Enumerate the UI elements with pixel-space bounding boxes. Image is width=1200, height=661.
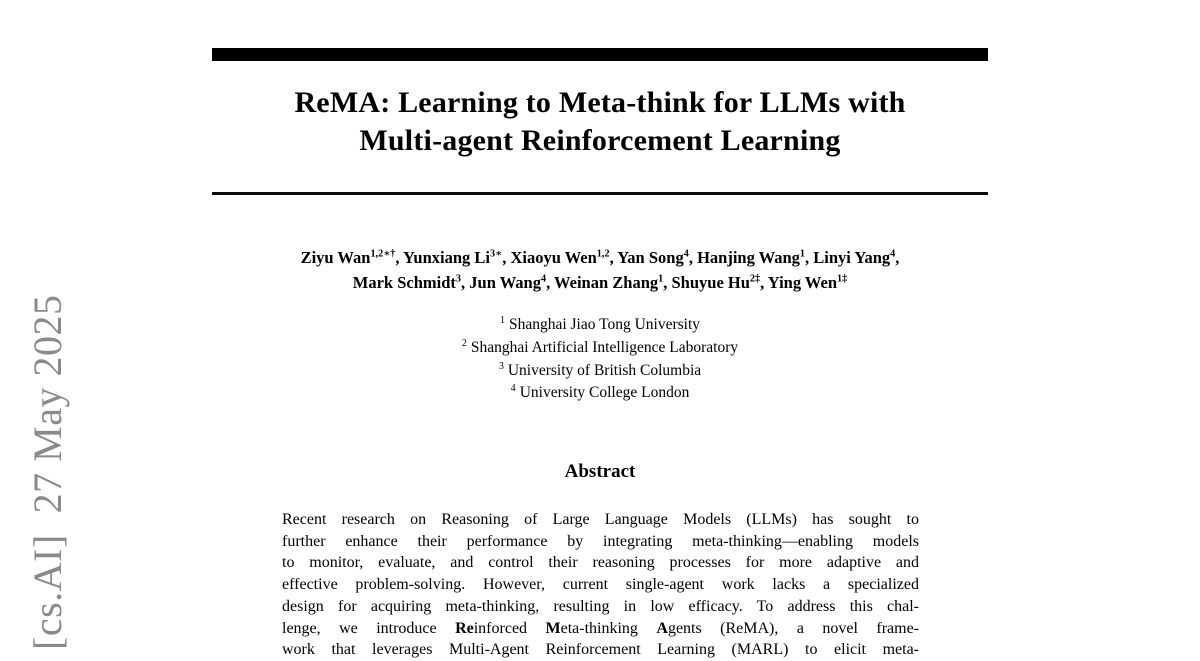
- title-rule-bottom: [212, 192, 988, 195]
- abstract-text: further enhance their performance by integrating meta-thinking—enabling models: [282, 532, 919, 550]
- author-separator: ,: [760, 273, 768, 292]
- author-affil-marks: 2‡: [749, 273, 761, 285]
- author-affil-marks: 4: [890, 248, 896, 260]
- abstract-text-bold: Re: [455, 619, 474, 637]
- affiliation-number: 3: [498, 360, 504, 372]
- author-separator: ,: [461, 273, 470, 292]
- abstract-line: [282, 531, 919, 553]
- author-separator: ,: [609, 248, 618, 267]
- abstract-line: [282, 509, 919, 531]
- affiliation-list: [200, 314, 1000, 405]
- author-affil-marks: 1‡: [837, 273, 848, 285]
- abstract-line: [282, 552, 919, 574]
- title-rule-top: [212, 48, 988, 61]
- author-list: [150, 245, 1050, 295]
- abstract-text-bold: M: [545, 619, 561, 637]
- author-line-1: [150, 245, 1050, 270]
- abstract-heading: Abstract: [564, 461, 636, 482]
- abstract-text: to monitor, evaluate, and control their reasoning processes for more adaptive and: [282, 554, 919, 572]
- author-name: Ying Wen: [767, 273, 837, 292]
- author-name: Mark Schmidt: [352, 273, 456, 292]
- affiliation-number: 2: [461, 337, 467, 349]
- author-separator: ,: [395, 248, 404, 267]
- author-affil-marks: 1: [799, 248, 806, 260]
- abstract-text: work that leverages Multi-Agent Reinforcement Learning (MARL) to elicit meta-: [282, 641, 919, 659]
- abstract-text: effective problem-solving. However, current single-agent work lacks a specialized: [282, 576, 919, 594]
- abstract-text: inforced: [473, 619, 546, 637]
- affiliation-line: [200, 382, 1000, 405]
- author-affil-marks: 1,2: [596, 248, 610, 260]
- abstract-text: eta-thinking: [560, 619, 657, 637]
- author-affil-marks: 3∗: [490, 248, 503, 260]
- title-line-1: ReMA: Learning to Meta-think for LLMs with: [294, 86, 906, 119]
- author-separator: ,: [805, 248, 814, 267]
- abstract-text: design for acquiring meta-thinking, resulting in low efficacy. To address this chal-: [282, 597, 919, 615]
- abstract-text: lenge, we introduce: [282, 619, 456, 637]
- abstract-line: [282, 639, 919, 661]
- author-affil-marks: 1,2∗†: [370, 248, 396, 260]
- author-name: Shuyue Hu: [671, 273, 750, 292]
- author-name: Xiaoyu Wen: [510, 248, 597, 267]
- title-line-2: Multi-agent Reinforcement Learning: [359, 124, 841, 157]
- author-name: Linyi Yang: [813, 248, 891, 267]
- author-name: Ziyu Wan: [300, 248, 371, 267]
- affiliation-name: University College London: [519, 384, 690, 402]
- arxiv-watermark: [cs.AI] 27 May 2025: [25, 294, 70, 650]
- author-name: Weinan Zhang: [554, 273, 659, 292]
- abstract-text-bold: A: [656, 619, 668, 637]
- affiliation-name: Shanghai Jiao Tong University: [508, 316, 701, 333]
- affiliation-name: University of British Columbia: [507, 361, 702, 379]
- abstract-line: [282, 596, 919, 618]
- affiliation-line: [200, 337, 1000, 360]
- abstract-text: Recent research on Reasoning of Large Language Models (LLMs) has sought to: [282, 511, 919, 528]
- author-separator: ,: [895, 248, 900, 267]
- affiliation-name: Shanghai Artificial Intelligence Laboratory: [470, 338, 739, 356]
- affiliation-line: [200, 360, 1000, 383]
- affiliation-number: 1: [499, 314, 505, 326]
- author-affil-marks: 4: [540, 273, 547, 285]
- abstract-text: gents (ReMA), a novel frame-: [667, 619, 920, 637]
- author-name: Jun Wang: [469, 273, 541, 292]
- author-name: Yunxiang Li: [403, 248, 491, 267]
- author-separator: ,: [688, 248, 698, 267]
- author-name: Yan Song: [617, 248, 684, 267]
- abstract-line: [282, 618, 919, 640]
- author-separator: ,: [663, 273, 672, 292]
- affiliation-line: [200, 314, 1000, 337]
- abstract-body: [282, 509, 919, 661]
- author-affil-marks: 4: [683, 248, 689, 260]
- author-name: Hanjing Wang: [697, 248, 800, 267]
- author-affil-marks: 3: [455, 273, 462, 285]
- author-separator: ,: [502, 248, 511, 267]
- author-separator: ,: [546, 273, 555, 292]
- author-affil-marks: 1: [658, 273, 664, 285]
- abstract-line: [282, 574, 919, 596]
- affiliation-number: 4: [510, 383, 516, 395]
- paper-title: [162, 84, 1038, 160]
- author-line-2: [150, 270, 1050, 295]
